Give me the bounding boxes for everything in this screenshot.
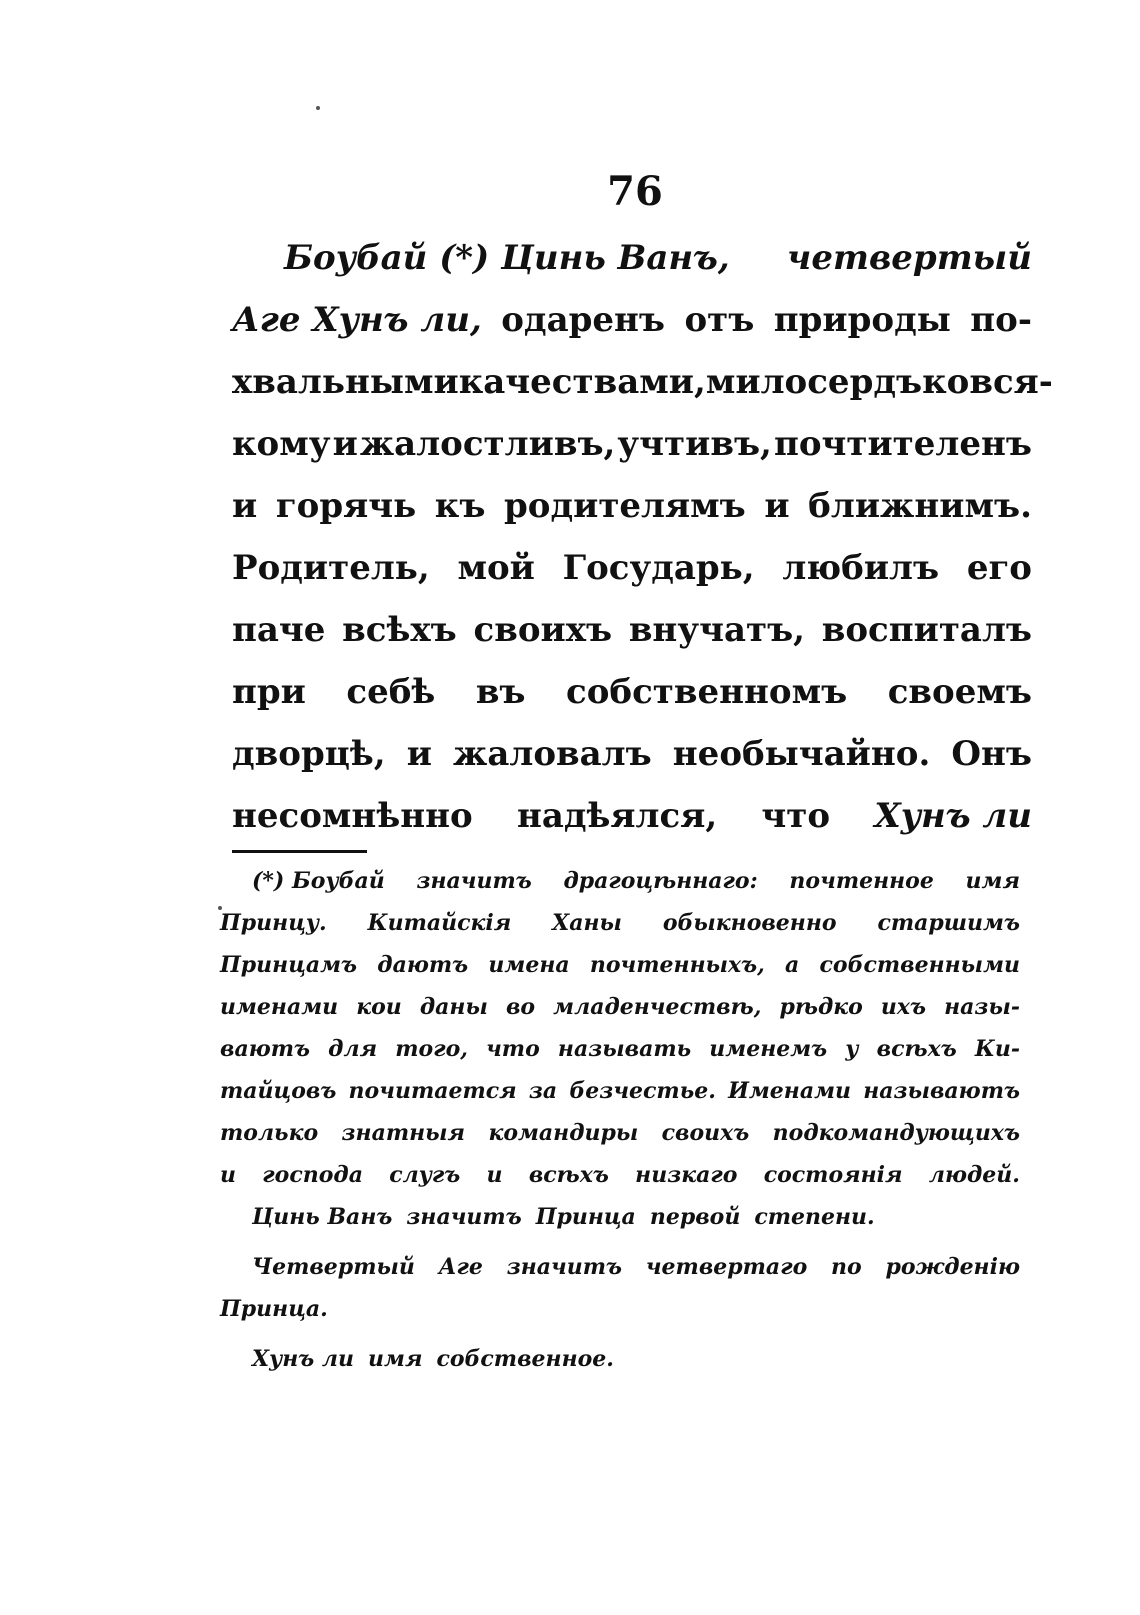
text-line: [232, 238, 1032, 300]
text-word: собственномъ: [566, 672, 848, 712]
text-word: своихъ: [473, 610, 613, 650]
footnote-word: знатныя: [341, 1120, 466, 1146]
text-word: всѣхъ: [342, 610, 457, 650]
footnote-word: собственными: [819, 952, 1020, 978]
footnote-word: тайцовъ: [220, 1078, 337, 1104]
footnote-word: для: [328, 1036, 378, 1062]
footnote-line: [220, 1346, 1020, 1388]
text-word: несомнѣнно: [232, 796, 473, 836]
footnote-line: [220, 1296, 1020, 1338]
footnote-word: (*) Боубай: [252, 868, 385, 894]
text-word: Онъ: [951, 734, 1032, 774]
footnote-word: Именами: [728, 1078, 852, 1104]
text-word: къ: [434, 486, 486, 526]
text-word: себѣ: [346, 672, 436, 712]
text-word: Хунъ ли: [874, 796, 1032, 836]
footnote-word: имя: [368, 1346, 423, 1372]
footnote-word: по: [831, 1254, 862, 1280]
text-word: Государь,: [562, 548, 755, 588]
text-word: любилъ: [782, 548, 940, 588]
text-line: [232, 796, 1032, 858]
footnote-line: [220, 910, 1020, 952]
footnote-word: почтенныхъ,: [589, 952, 765, 978]
footnote-line: [220, 952, 1020, 994]
text-word: почтителенъ: [773, 424, 1032, 464]
footnote-word: рожденію: [885, 1254, 1020, 1280]
footnote-word: Ки-: [974, 1036, 1020, 1062]
footnote-word: первой: [649, 1204, 741, 1230]
footnote-line: [220, 1254, 1020, 1296]
footnote-line: [220, 868, 1020, 910]
text-word: и: [406, 734, 432, 774]
text-word: Боубай (*) Цинь Ванъ,: [284, 238, 730, 278]
text-word: и: [232, 486, 258, 526]
footnote-word: своихъ: [661, 1120, 750, 1146]
footnote-word: имена: [488, 952, 570, 978]
footnote-word: подкомандующихъ: [772, 1120, 1020, 1146]
text-word: отъ: [684, 300, 755, 340]
text-word: воспиталъ: [821, 610, 1032, 650]
text-word: паче: [232, 610, 326, 650]
footnote-word: степени.: [754, 1204, 875, 1230]
footnote-word: слугъ: [389, 1162, 461, 1188]
footnote-word: а: [785, 952, 800, 978]
footnote-word: Четвертый: [252, 1254, 415, 1280]
text-word: кому: [232, 424, 331, 464]
footnote-word: рѣдко: [779, 994, 863, 1020]
footnote-word: всѣхъ: [876, 1036, 957, 1062]
footnote-word: Принцу.: [220, 910, 327, 936]
footnote-word: что: [486, 1036, 540, 1062]
footnote-word: Цинь Ванъ: [252, 1204, 393, 1230]
footnote-word: называютъ: [863, 1078, 1020, 1104]
text-word: внучатъ,: [628, 610, 805, 650]
text-word: при: [232, 672, 306, 712]
text-word: четвертый: [787, 238, 1032, 278]
footnote-word: ихъ: [880, 994, 927, 1020]
footnote-word: людей.: [928, 1162, 1020, 1188]
text-word: и: [764, 486, 790, 526]
footnote-word: именами: [220, 994, 339, 1020]
footnote-word: почтенное: [789, 868, 934, 894]
text-line: [232, 300, 1032, 362]
text-word: своемъ: [887, 672, 1032, 712]
footnote-line: [220, 1120, 1020, 1162]
text-word: качествами,: [458, 362, 706, 402]
footnote-word: четвертаго: [645, 1254, 808, 1280]
footnote-word: и: [486, 1162, 503, 1188]
footnote-word: назы-: [944, 994, 1020, 1020]
text-word: ближнимъ.: [808, 486, 1032, 526]
footnote-word: значитъ: [406, 1204, 522, 1230]
footnote-word: Принца.: [220, 1296, 328, 1322]
text-line: [232, 672, 1032, 734]
footnote-word: Принцамъ: [220, 952, 358, 978]
footnote-word: только: [220, 1120, 319, 1146]
footnote-word: значитъ: [416, 868, 532, 894]
footnote-word: того,: [395, 1036, 468, 1062]
text-word: родителямъ: [504, 486, 746, 526]
text-word: по-: [970, 300, 1032, 340]
footnote-word: во: [505, 994, 536, 1020]
text-word: Родитель,: [232, 548, 430, 588]
footnote-word: старшимъ: [877, 910, 1020, 936]
footnote-word: кои: [356, 994, 402, 1020]
footnote-word: низкаго: [635, 1162, 738, 1188]
footnote-word: Ханы: [552, 910, 622, 936]
footnote-line: [220, 1078, 1020, 1120]
footnote-word: обыкновенно: [662, 910, 837, 936]
text-word: ко: [922, 362, 970, 402]
footnote-line: [220, 1036, 1020, 1078]
footnote-line: [220, 1204, 1020, 1246]
text-line: [232, 610, 1032, 672]
footnote-word: командиры: [488, 1120, 639, 1146]
text-line: [232, 424, 1032, 486]
text-word: жаловалъ: [452, 734, 652, 774]
footnote-word: у: [845, 1036, 859, 1062]
text-word: жалостливъ,: [359, 424, 616, 464]
footnote-word: значитъ: [506, 1254, 623, 1280]
footnote-word: даны: [419, 994, 488, 1020]
footnote-word: и: [220, 1162, 236, 1188]
text-line: [232, 548, 1032, 610]
footnote-word: ваютъ: [220, 1036, 311, 1062]
text-word: мой: [457, 548, 535, 588]
text-word: дворцѣ,: [232, 734, 386, 774]
footnotes: [220, 868, 1020, 1388]
footnote-word: всѣхъ: [528, 1162, 609, 1188]
footnote-word: имя: [965, 868, 1020, 894]
footnote-word: безчестье.: [569, 1078, 716, 1104]
text-word: и: [332, 424, 358, 464]
text-word: учтивъ,: [617, 424, 772, 464]
text-word: въ: [475, 672, 526, 712]
speck: [316, 106, 320, 110]
text-line: [232, 486, 1032, 548]
text-word: Аге Хунъ ли,: [232, 300, 482, 340]
text-word: надѣялся,: [516, 796, 718, 836]
footnote-word: Китайскія: [367, 910, 512, 936]
footnote-word: Хунъ ли: [252, 1346, 355, 1372]
main-text: [232, 238, 1053, 858]
footnote-word: состоянія: [763, 1162, 903, 1188]
text-word: природы: [773, 300, 951, 340]
footnote-word: господа: [262, 1162, 363, 1188]
footnote-word: за: [528, 1078, 558, 1104]
footnote-rule: [232, 850, 367, 853]
footnote-word: даютъ: [377, 952, 469, 978]
text-word: что: [761, 796, 831, 836]
text-word: его: [966, 548, 1032, 588]
footnote-word: собственное.: [436, 1346, 614, 1372]
text-line: [232, 362, 1053, 424]
footnote-word: младенчествѣ,: [553, 994, 762, 1020]
footnote-word: называть: [557, 1036, 692, 1062]
footnote-word: именемъ: [709, 1036, 828, 1062]
text-word: хвальными: [232, 362, 459, 402]
footnote-word: Принца: [535, 1204, 636, 1230]
page-number: 76: [607, 168, 663, 215]
footnote-word: драгоцѣннаго:: [563, 868, 758, 894]
footnote-word: Аге: [438, 1254, 483, 1280]
footnote-line: [220, 1162, 1020, 1204]
text-word: одаренъ: [501, 300, 665, 340]
text-word: горячь: [275, 486, 417, 526]
footnote-line: [220, 994, 1020, 1036]
text-line: [232, 734, 1032, 796]
text-word: милосердъ: [705, 362, 923, 402]
text-word: необычайно.: [672, 734, 931, 774]
footnote-word: почитается: [348, 1078, 517, 1104]
text-word: вся-: [969, 362, 1053, 402]
